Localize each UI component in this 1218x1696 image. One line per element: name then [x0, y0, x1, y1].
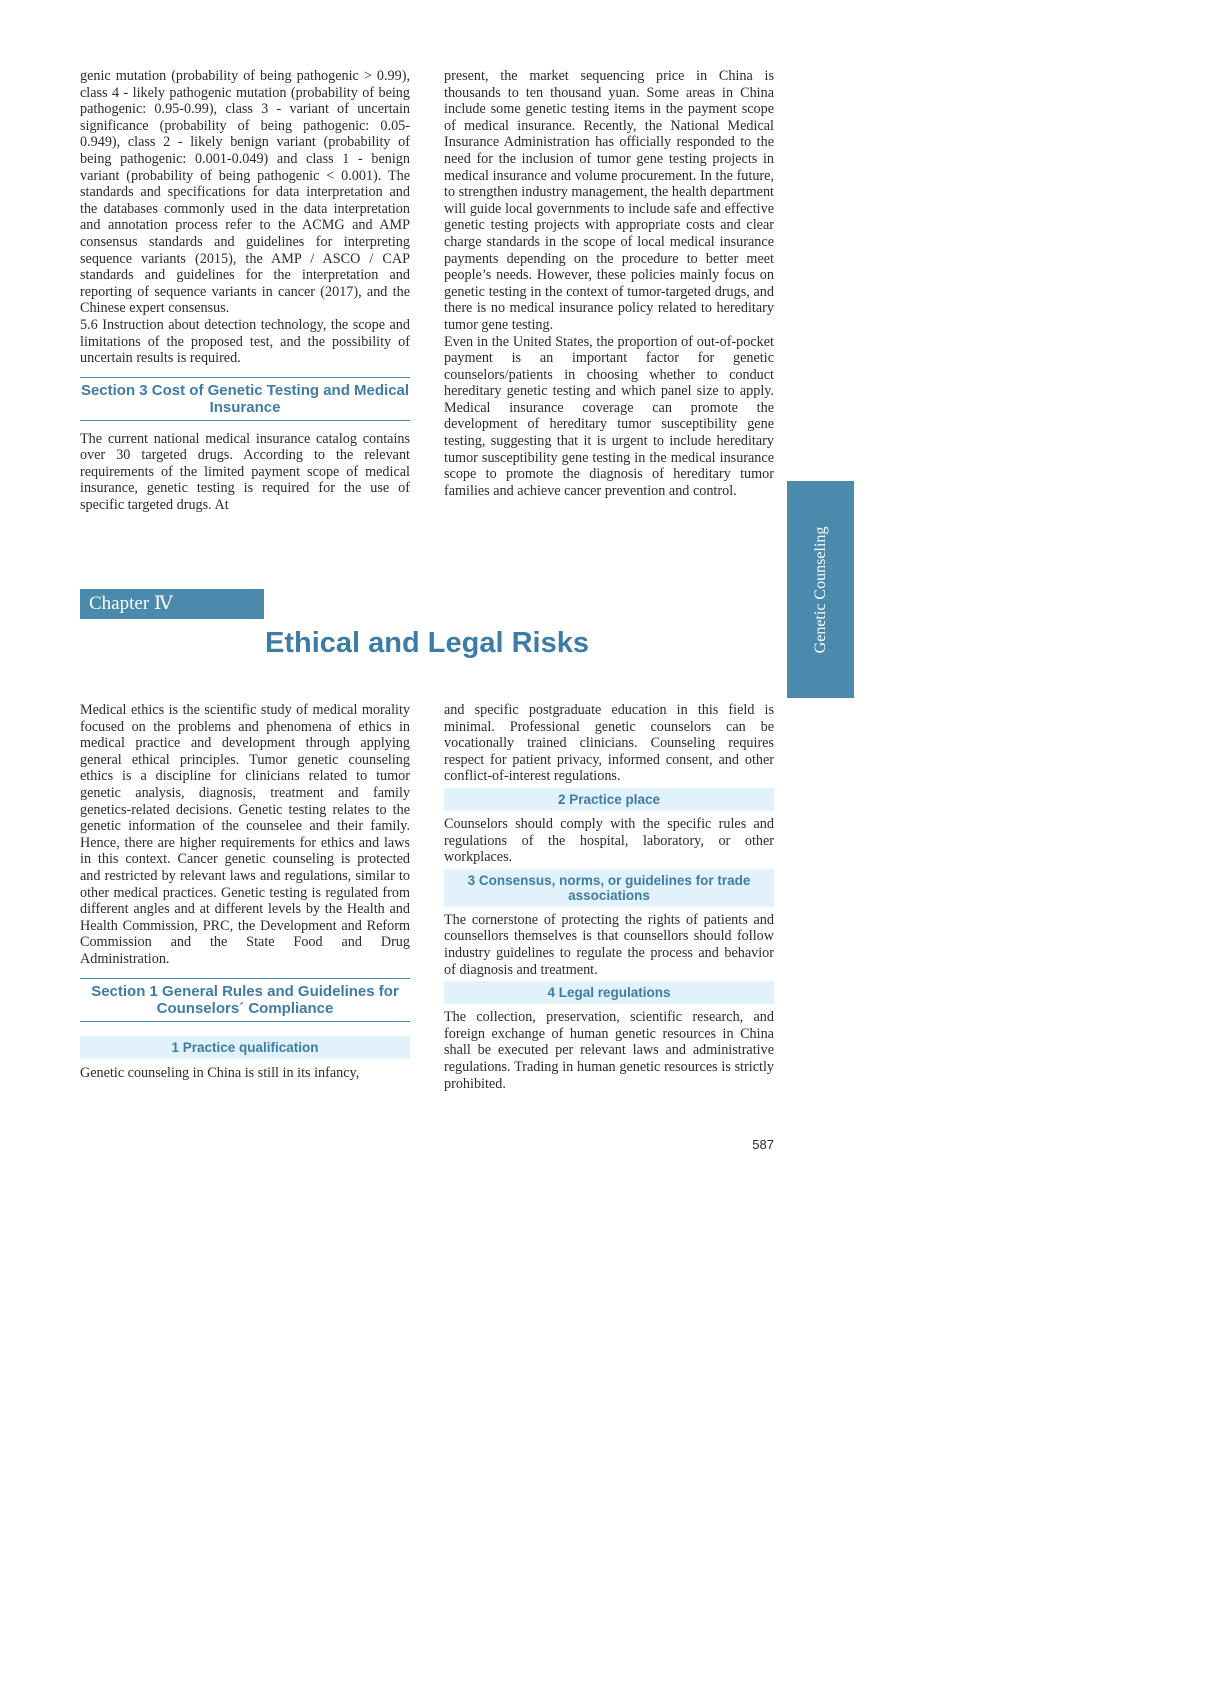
top-left-column	[80, 68, 410, 514]
section-1-heading: Section 1 General Rules and Guidelines for Counselors´ Compliance	[80, 978, 410, 1022]
side-tab	[787, 481, 854, 698]
body-paragraph: The current national medical insurance catalog contains over 30 targeted drugs. According to the relevant requirements of the limited payment scope of medical insurance, genetic testing is required for the use of specific targeted drugs. At	[80, 430, 410, 514]
body-paragraph: Counselors should comply with the specific rules and regulations of the hospital, laboratory, or other workplaces.	[444, 815, 774, 866]
subsection-heading: 1 Practice qualification	[80, 1036, 410, 1059]
body-paragraph: The cornerstone of protecting the rights of patients and counsellors themselves is that counsellors should follow industry guidelines to regulate the process and behavior of diagnosis and treatment.	[444, 911, 774, 978]
section-3-heading: Section 3 Cost of Genetic Testing and Medical Insurance	[80, 377, 410, 421]
body-paragraph: Genetic counseling in China is still in its infancy,	[80, 1064, 360, 1081]
body-paragraph: Medical ethics is the scientific study of medical morality focused on the problems and phenomena of ethics in medical practice and development through applying general ethical principles. Tumor genetic counseling ethics is a discipline for clinicians related to tumor genetic analysis, diagnosis, treatment and family genetics-related decisions. Genetic testing relates to the genetic information of the counselee and their family. Hence, there are higher requirements for ethics and laws in this context. Cancer genetic counseling is protected and restricted by relevant laws and regulations, similar to other medical practices. Genetic testing is regulated from different angles and at different levels by the Health and Health Commission, PRC, the Development and Reform Commission and the State Food and Drug Administration.	[80, 702, 410, 967]
body-paragraph: Even in the United States, the proportion of out-of-pocket payment is an important factor for genetic counselors/patients in choosing whether to conduct hereditary genetic testing and which panel size to apply. Medical insurance coverage can promote the development of hereditary tumor susceptibility gene testing, suggesting that it is urgent to include hereditary tumor susceptibility gene testing in the medical insurance scope to promote the diagnosis of hereditary tumor families and achieve cancer prevention and control.	[444, 333, 774, 499]
subsection-heading: 4 Legal regulations	[444, 981, 774, 1004]
body-paragraph: The collection, preservation, scientific research, and foreign exchange of human genetic resources in China shall be executed per relevant laws and administrative regulations. Trading in human genetic resources is strictly prohibited.	[444, 1009, 774, 1092]
bottom-right-column	[444, 702, 774, 1092]
page-number: 587	[752, 1137, 774, 1152]
body-paragraph: 5.6 Instruction about detection technology, the scope and limitations of the proposed test, and the possibility of uncertain results is required.	[80, 316, 410, 367]
body-paragraph: and specific postgraduate education in this field is minimal. Professional genetic counselors can be vocationally trained clinicians. Counseling requires respect for patient privacy, informed consent, and other conflict-of-interest regulations.	[444, 702, 774, 785]
side-tab-label: Genetic Counseling	[811, 526, 829, 653]
body-paragraph: genic mutation (probability of being pathogenic > 0.99), class 4 - likely pathogenic mutation (probability of being pathogenic: 0.95-0.99), class 3 - variant of uncertain significance (probability of being pathogenic: 0.05-0.949), class 2 - likely benign variant (probability of being pathogenic: 0.001-0.049) and class 1 - benign variant (probability of being pathogenic < 0.001). The standards and specifications for data interpretation and the databases commonly used in the data interpretation and annotation process refer to the ACMG and AMP consensus standards and guidelines for interpreting sequence variants (2015), the AMP / ASCO / CAP standards and guidelines for the interpretation and reporting of sequence variants in cancer (2017), and the Chinese expert consensus.	[80, 68, 410, 317]
body-paragraph: present, the market sequencing price in China is thousands to ten thousand yuan. Some areas in China include some genetic testing items in the payment scope of medical insurance. Recently, the National Medical Insurance Administration has officially responded to the need for the inclusion of tumor gene testing projects in medical insurance and volume procurement. In the future, to strengthen industry management, the health department will guide local governments to include safe and effective genetic testing projects with appropriate costs and clear charge standards in the scope of local medical insurance payments depending on the procedure to better meet people’s needs. However, these policies mainly focus on genetic testing in the context of tumor-targeted drugs, and there is no medical insurance policy related to hereditary tumor gene testing.	[444, 68, 774, 333]
top-right-column	[444, 68, 774, 499]
subsection-heading: 3 Consensus, norms, or guidelines for trade associations	[444, 869, 774, 907]
subsection-heading: 2 Practice place	[444, 788, 774, 811]
bottom-left-column	[80, 702, 410, 1081]
chapter-title: Ethical and Legal Risks	[265, 627, 589, 659]
chapter-label: Chapter Ⅳ	[80, 589, 264, 619]
